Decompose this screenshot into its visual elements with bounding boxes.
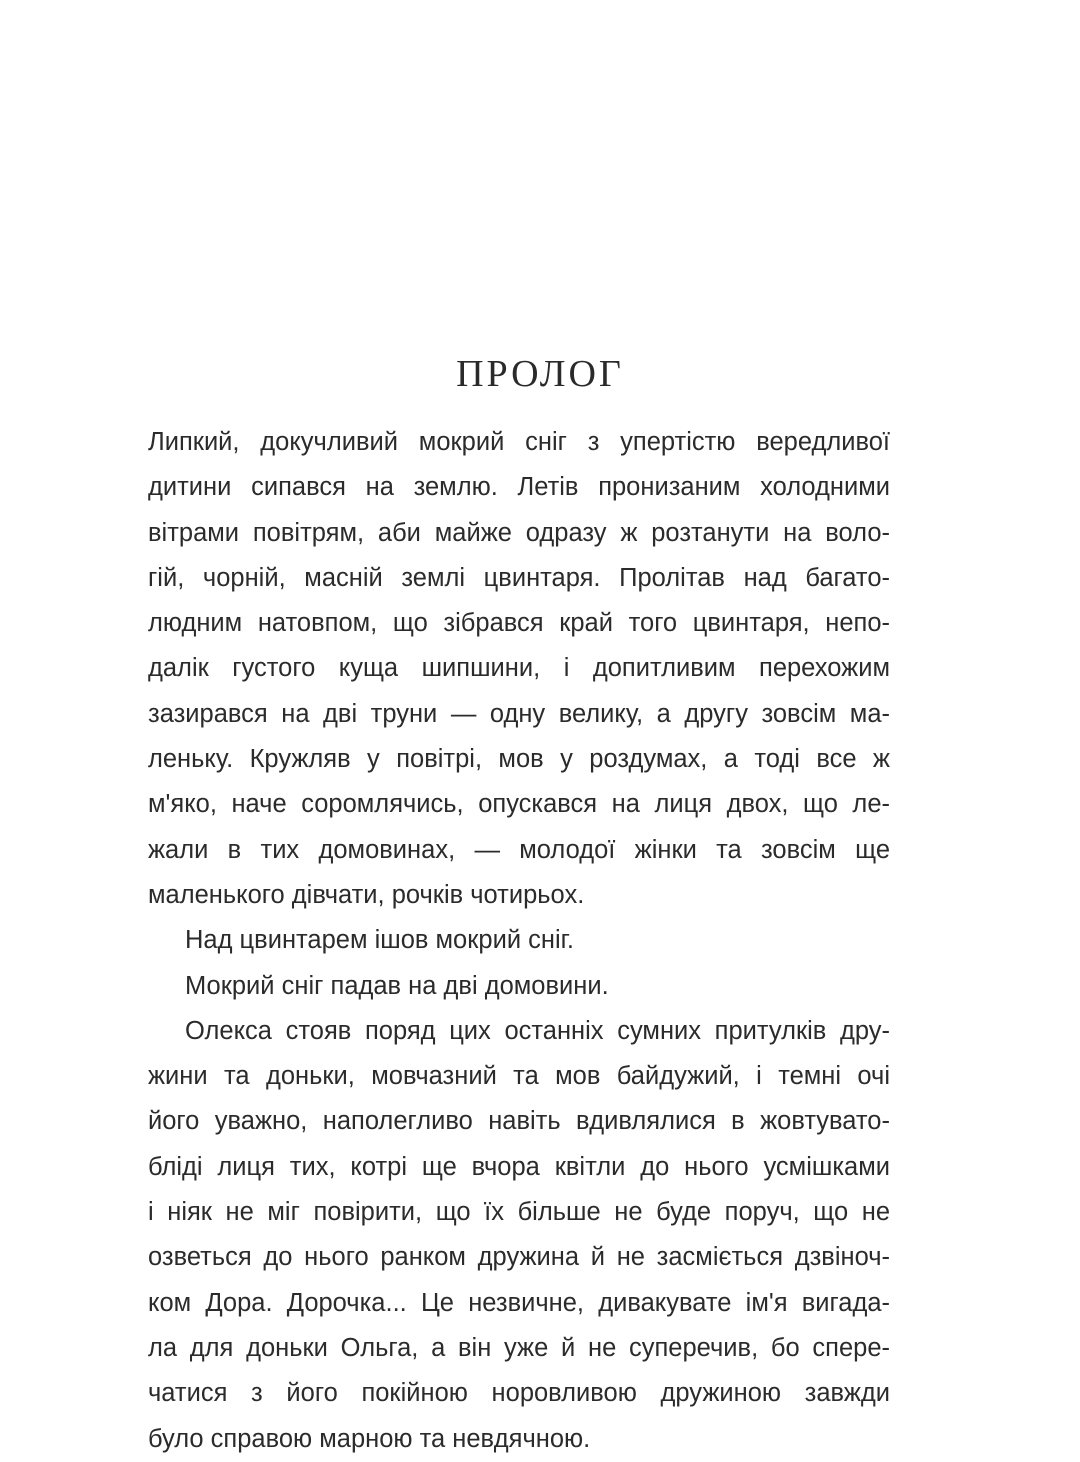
text-line: бліді лиця тих, котрі ще вчора квітли до нього усмішками (148, 1152, 890, 1181)
text-line: жини та доньки, мовчазний та мов байдужий, і темні очі (148, 1062, 890, 1091)
text-line: м'яко, наче соромлячись, опускався на лиця двох, що ле- (148, 790, 890, 819)
text-line: жали в тих домовинах, — молодої жінки та зовсім ще (148, 835, 890, 864)
text-line: чатися з його покійною норовливою дружиною завжди (148, 1379, 890, 1408)
text-line: маленького дівчати, рочків чотирьох. (148, 880, 585, 909)
paragraph (148, 420, 890, 918)
text-line: було справою марною та невдячною. (148, 1424, 591, 1453)
text-line: Олекса стояв поряд цих останніх сумних притулків дру- (185, 1016, 890, 1045)
text-line: вітрами повітрям, аби майже одразу ж розтанути на воло- (148, 518, 890, 547)
text-line: озветься до нього ранком дружина й не засміється дзвіноч- (148, 1243, 890, 1272)
text-line: ла для доньки Ольга, а він уже й не суперечив, бо спере- (148, 1333, 890, 1362)
text-line: ком Дора. Дорочка... Це незвичне, дивакувате ім'я вигада- (148, 1288, 890, 1317)
chapter-title: ПРОЛОГ (456, 353, 624, 395)
text-line: людним натовпом, що зібрався край того цвинтаря, непо- (148, 609, 890, 638)
text-line: його уважно, наполегливо навіть вдивлялися в жовтувато- (148, 1107, 890, 1136)
text-line: зазирався на дві труни — одну велику, а другу зовсім ма- (148, 699, 890, 728)
body-text (148, 420, 890, 1462)
text-line: леньку. Кружляв у повітрі, мов у роздумах, а тоді все ж (148, 745, 890, 774)
paragraph (148, 1009, 890, 1462)
text-line: гій, чорній, масній землі цвинтаря. Пролітав над багато- (148, 563, 890, 592)
text-line: дитини сипався на землю. Летів пронизаним холодними (148, 473, 890, 502)
text-line: Над цвинтарем ішов мокрий сніг. (185, 926, 574, 955)
text-line: Мокрий сніг падав на дві домовини. (185, 971, 609, 1000)
paragraph (148, 964, 890, 1009)
text-line: далік густого куща шипшини, і допитливим перехожим (148, 654, 890, 683)
text-line: і ніяк не міг повірити, що їх більше не буде поруч, що не (148, 1198, 890, 1227)
text-line: Липкий, докучливий мокрий сніг з упертістю вередливої (148, 428, 890, 456)
paragraph (148, 918, 890, 963)
